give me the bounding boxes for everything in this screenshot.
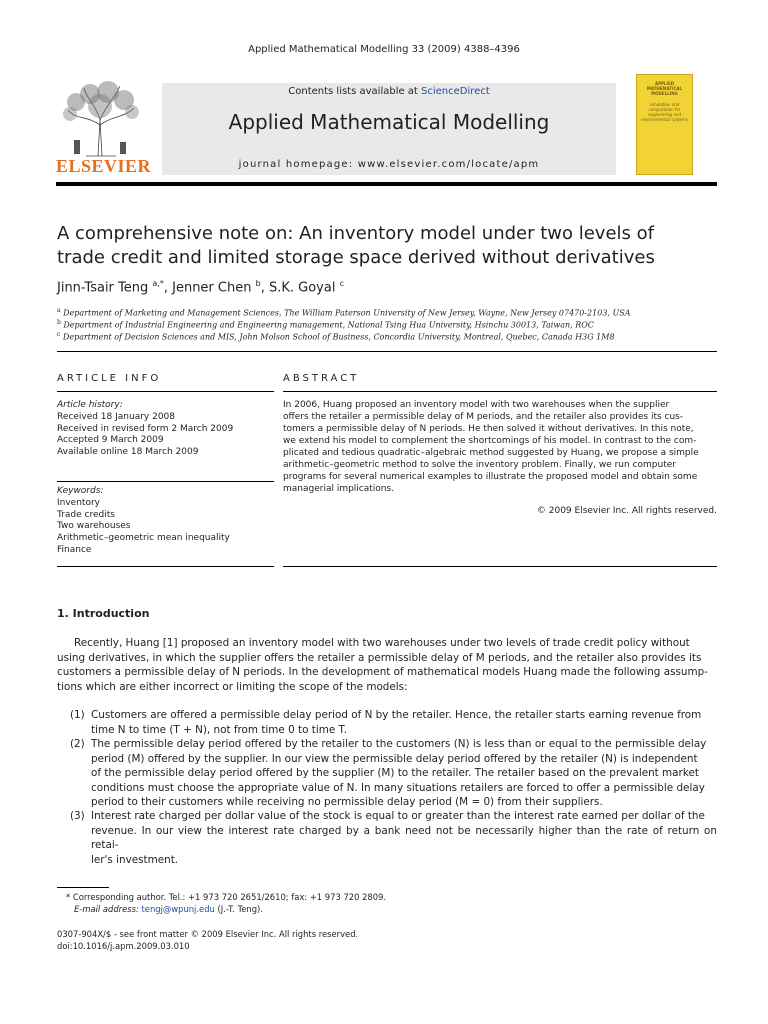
affiliation-text: Department of Marketing and Management Sciences, The William Paterson University of New Jersey, Wayne, New Jersey 07470-2103, USA bbox=[63, 308, 631, 318]
email-suffix: (J.-T. Teng). bbox=[214, 904, 263, 914]
list-line: Interest rate charged per dollar value of the stock is equal to or greater than the interest rate earned per dollar of the bbox=[91, 810, 705, 822]
journal-homepage[interactable]: journal homepage: www.elsevier.com/locate/apm bbox=[238, 159, 540, 170]
author-name[interactable]: Jinn-Tsair Teng bbox=[57, 280, 149, 296]
author-affiliation-mark[interactable]: c bbox=[339, 279, 344, 288]
history-item: Received 18 January 2008 bbox=[57, 411, 176, 422]
abstract-line: we extend his model to complement the shortcomings of his model. In contrast to the com- bbox=[283, 436, 697, 446]
list-line: conditions must choose the appropriate value of N. In many situations retailers are forced to offer a permissible delay bbox=[91, 781, 705, 794]
title-line-1: A comprehensive note on: An inventory model under two levels of bbox=[57, 223, 654, 244]
list-line: The permissible delay period offered by the retailer to the customers (N) is less than or equal to the permissible delay bbox=[91, 738, 707, 750]
list-number: (2) bbox=[70, 738, 85, 750]
list-line: ler's investment. bbox=[91, 853, 179, 866]
history-item: Received in revised form 2 March 2009 bbox=[57, 423, 234, 434]
abstract-line: tomers a permissible delay of N periods. He then solved it without derivatives. In this note, bbox=[283, 424, 694, 434]
author-name[interactable]: Jenner Chen bbox=[172, 280, 252, 296]
keywords-block bbox=[57, 486, 274, 557]
keyword-item: Finance bbox=[57, 544, 92, 555]
section-heading-introduction: 1. Introduction bbox=[57, 607, 150, 620]
article-info-divider bbox=[57, 391, 274, 392]
cover-title: APPLIED MATHEMATICAL MODELLING bbox=[646, 81, 683, 96]
affiliation-text: Department of Decision Sciences and MIS, John Molson School of Business, Concordia University, Montreal, Quebec, Canada H3G 1M8 bbox=[62, 332, 615, 342]
front-matter-line: 0307-904X/$ - see front matter © 2009 Elsevier Inc. All rights reserved. bbox=[57, 929, 359, 939]
affiliation-mark: c bbox=[57, 331, 61, 338]
abstract-line: managerial implications. bbox=[283, 484, 395, 494]
footnote-divider bbox=[57, 887, 109, 888]
article-title bbox=[57, 222, 717, 270]
cover-subtitle: simulation and computation for engineering and environmental systems bbox=[641, 102, 688, 122]
history-item: Accepted 9 March 2009 bbox=[57, 435, 164, 446]
abstract-line: programs for several numerical examples to illustrate the proposed model and obtain some bbox=[283, 472, 698, 482]
abstract-divider bbox=[283, 391, 717, 392]
journal-cover-thumbnail bbox=[636, 74, 693, 175]
list-body bbox=[91, 737, 717, 810]
history-label: Article history: bbox=[57, 400, 123, 410]
affiliation-text: Department of Industrial Engineering and Engineering management, National Tsing Hua University, Hsinchu 30013, Taiwan, ROC bbox=[63, 320, 594, 330]
list-line: of the permissible delay period offered by the supplier (M) to the retailer. The retailer based on the prevalent market bbox=[91, 767, 699, 779]
article-info-label: ARTICLE INFO bbox=[57, 373, 162, 384]
author-list: Jinn-Tsair Teng $^{a,*}$, Jenner Chen $^b$, S.K. Goyal $^c$ bbox=[57, 279, 344, 296]
paragraph-line: Recently, Huang [1] proposed an inventory model with two warehouses under two levels of trade credit policy without bbox=[74, 637, 690, 649]
doi-line[interactable]: doi:10.1016/j.apm.2009.03.010 bbox=[57, 941, 190, 951]
email-link[interactable]: tengj@wpunj.edu bbox=[141, 904, 215, 914]
paragraph-line: using derivatives, in which the supplier offers the retailer a permissible delay of M periods, and the retailer also provides its bbox=[57, 651, 702, 664]
affiliation-divider bbox=[57, 351, 717, 352]
author-affiliation-mark[interactable]: a,* bbox=[152, 279, 164, 288]
title-line-2: trade credit and limited storage space derived without derivatives bbox=[57, 247, 655, 268]
footnote-email bbox=[74, 904, 263, 916]
intro-paragraph bbox=[57, 636, 717, 694]
affiliation-mark: a bbox=[57, 307, 61, 314]
list-line: revenue. In our view the interest rate charged by a bank need not be necessarily higher than the rate of return on retai- bbox=[91, 824, 717, 851]
history-item: Available online 18 March 2009 bbox=[57, 447, 199, 458]
affiliation-b bbox=[57, 319, 594, 330]
sciencedirect-link[interactable]: ScienceDirect bbox=[421, 86, 490, 97]
article-history bbox=[57, 400, 274, 459]
paragraph-line: tions which are either incorrect or limiting the scope of the models: bbox=[57, 680, 408, 693]
keywords-label: Keywords: bbox=[57, 486, 104, 496]
keyword-item: Arithmetic–geometric mean inequality bbox=[57, 533, 230, 544]
paragraph-line: customers a permissible delay of N periods. In the development of mathematical models Huang made the following assump- bbox=[57, 666, 708, 678]
list-body bbox=[91, 708, 717, 737]
abstract-line: plicated and tedious quadratic–algebraic method suggested by Huang, we propose a simple bbox=[283, 448, 699, 458]
article-info-bottom-divider bbox=[57, 566, 274, 567]
list-line: time N to time (T + N), not from time 0 to time T. bbox=[91, 723, 347, 736]
list-line: period (M) offered by the supplier. In our view the permissible delay period offered by the retailer (N) is independent bbox=[91, 752, 698, 765]
header-divider bbox=[56, 182, 717, 186]
author-affiliation-mark[interactable]: b bbox=[255, 279, 261, 288]
abstract-line: arithmetic–geometric method to solve the inventory problem. Finally, we run computer bbox=[283, 460, 676, 470]
list-number: (1) bbox=[70, 709, 85, 721]
abstract-bottom-divider bbox=[283, 566, 717, 567]
abstract-line: In 2006, Huang proposed an inventory model with two warehouses when the supplier bbox=[283, 400, 670, 410]
author-name[interactable]: S.K. Goyal bbox=[268, 280, 336, 296]
keyword-item: Trade credits bbox=[57, 509, 115, 520]
journal-title: Applied Mathematical Modelling bbox=[228, 110, 550, 134]
abstract-copyright: © 2009 Elsevier Inc. All rights reserved. bbox=[536, 506, 717, 516]
list-line: Customers are offered a permissible delay period of N by the retailer. Hence, the retailer starts earning revenue from bbox=[91, 709, 702, 721]
abstract-text bbox=[283, 399, 717, 495]
contents-prefix: Contents lists available at bbox=[288, 86, 422, 97]
keyword-item: Two warehouses bbox=[57, 521, 131, 532]
contents-available-line bbox=[162, 86, 616, 97]
keyword-item: Inventory bbox=[57, 497, 100, 508]
list-body bbox=[91, 809, 717, 867]
affiliation-a bbox=[57, 307, 631, 318]
abstract-label: ABSTRACT bbox=[283, 373, 360, 384]
elsevier-wordmark: ELSEVIER bbox=[56, 156, 152, 176]
journal-reference: Applied Mathematical Modelling 33 (2009) 4388–4396 bbox=[248, 44, 520, 55]
list-line: period to their customers while receiving no permissible delay period (M = 0) from their suppliers. bbox=[91, 796, 603, 808]
abstract-line: offers the retailer a permissible delay of M periods, and the retailer also provides its cus- bbox=[283, 412, 684, 422]
keywords-divider bbox=[57, 481, 274, 482]
footnote-corresponding-author: * Corresponding author. Tel.: +1 973 720 2651/2610; fax: +1 973 720 2809. bbox=[66, 892, 387, 902]
list-number: (3) bbox=[70, 810, 85, 822]
affiliation-c bbox=[57, 331, 615, 342]
email-label: E-mail address: bbox=[74, 904, 139, 914]
affiliation-mark: b bbox=[57, 319, 61, 326]
